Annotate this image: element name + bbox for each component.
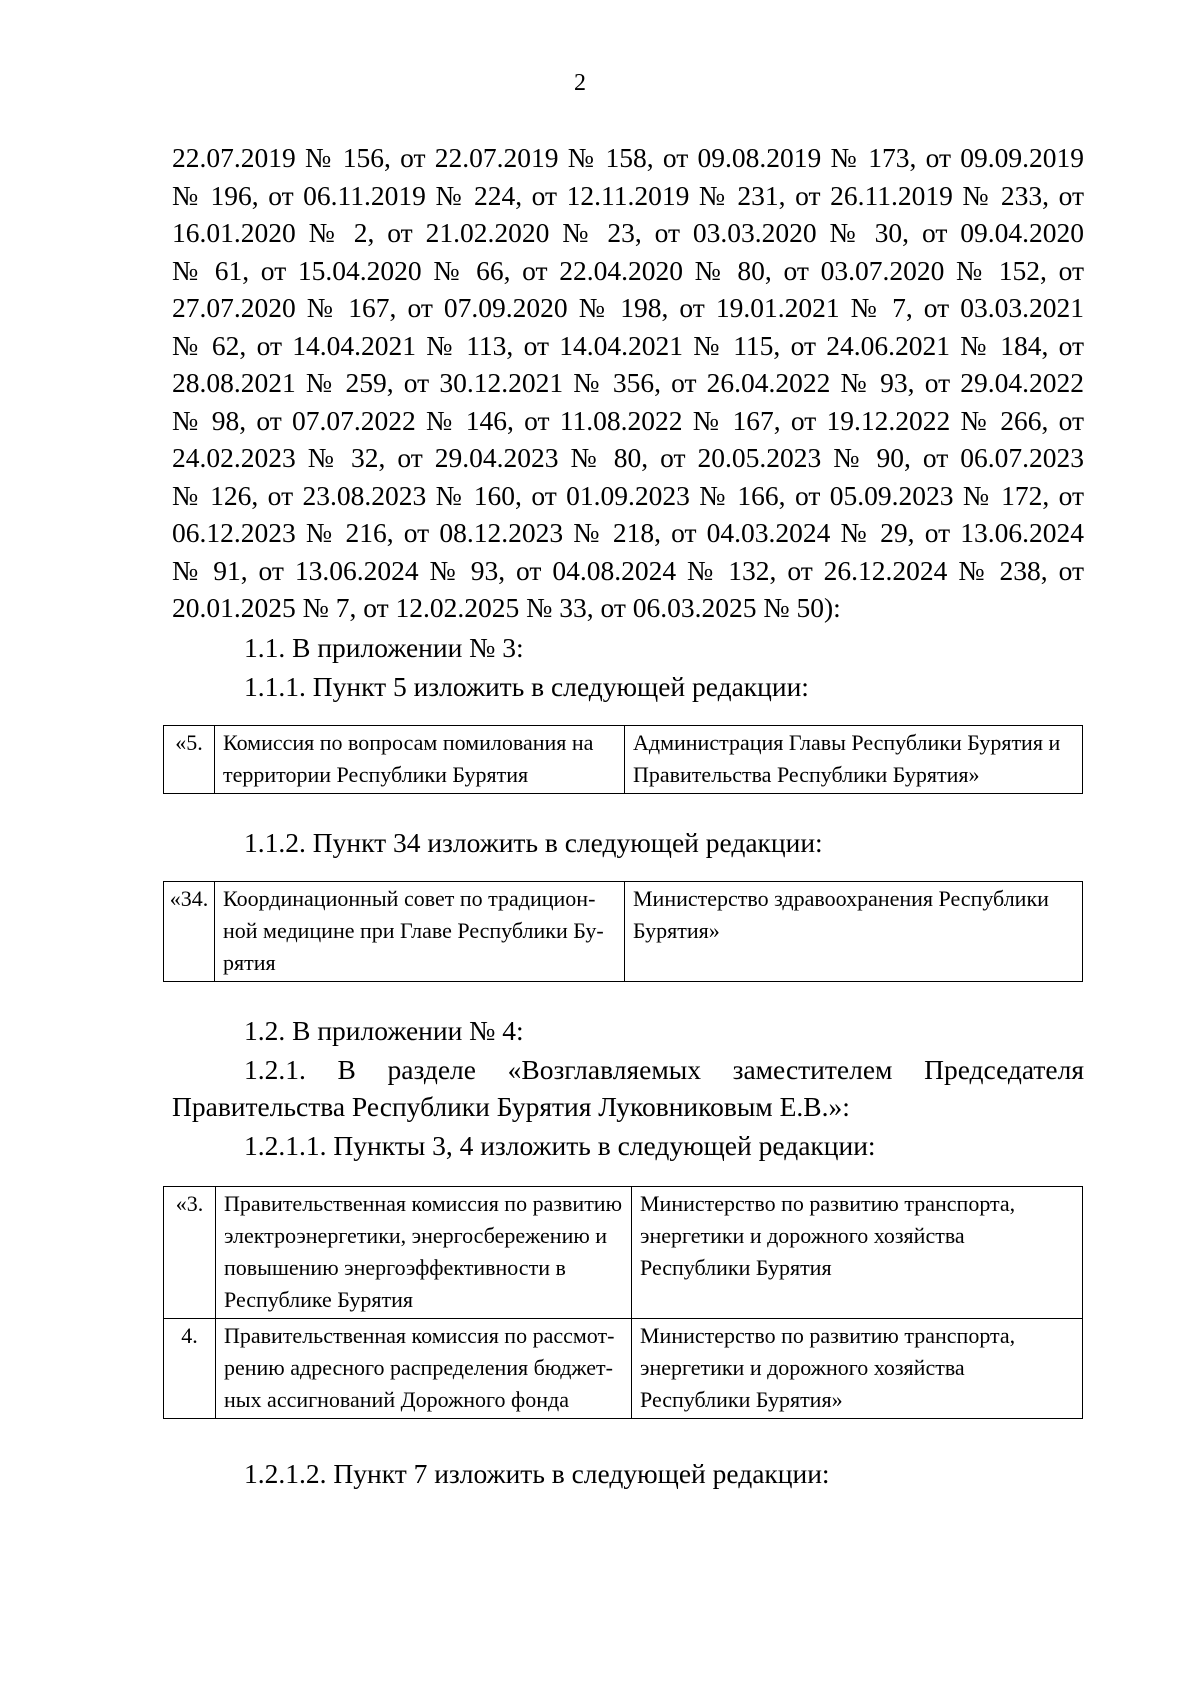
table-row bbox=[164, 881, 1083, 981]
intro-line: 24.02.2023 № 32, от 29.04.2023 № 80, от 20.05.2023 № 90, от 06.07.2023 bbox=[172, 442, 1084, 473]
table-cell-name: Координационный совет по традиционной медицине при Главе Республики Бурятия bbox=[215, 881, 625, 981]
intro-line: № 62, от 14.04.2021 № 113, от 14.04.2021 № 115, от 24.06.2021 № 184, от bbox=[172, 329, 1084, 361]
table-row bbox=[164, 725, 1083, 793]
table-row bbox=[164, 1186, 1083, 1318]
intro-line: 28.08.2021 № 259, от 30.12.2021 № 356, от 26.04.2022 № 93, от 29.04.2022 bbox=[172, 367, 1084, 398]
table-cell-name: Правительственная комиссия по рассмотрению адресного распределения бюджетных ассигнований Дорожного фонда bbox=[216, 1318, 632, 1418]
table-cell-number: «34. bbox=[164, 881, 215, 981]
page-number: 2 bbox=[574, 70, 586, 96]
table-cell-number: «3. bbox=[164, 1186, 216, 1318]
table-cell-name: Комиссия по вопросам помилования на территории Республики Бурятия bbox=[215, 725, 625, 793]
intro-line: 06.12.2023 № 216, от 08.12.2023 № 218, от 04.03.2024 № 29, от 13.06.2024 bbox=[172, 517, 1084, 548]
table-cell-organization: Администрация Главы Республики Бурятия и Правительства Республики Бурятия» bbox=[625, 725, 1083, 793]
table-cell-number: 4. bbox=[164, 1318, 216, 1418]
section-1-1-2-text: 1.1.2. Пункт 34 изложить в следующей редакции: bbox=[244, 826, 823, 858]
intro-line: № 91, от 13.06.2024 № 93, от 04.08.2024 № 132, от 26.12.2024 № 238, от bbox=[172, 554, 1084, 586]
table-cell-organization: Министерство по развитию транспорта, энергетики и дорожного хозяйства Республики Бурятия» bbox=[632, 1318, 1083, 1418]
section-1-2-heading: 1.2. В приложении № 4: bbox=[244, 1014, 524, 1046]
intro-line: 27.07.2020 № 167, от 07.09.2020 № 198, от 19.01.2021 № 7, от 03.03.2021 bbox=[172, 292, 1084, 323]
intro-line: № 196, от 06.11.2019 № 224, от 12.11.2019 № 231, от 26.11.2019 № 233, от bbox=[172, 179, 1084, 211]
intro-line: № 61, от 15.04.2020 № 66, от 22.04.2020 № 80, от 03.07.2020 № 152, от bbox=[172, 254, 1084, 286]
intro-line: № 126, от 23.08.2023 № 160, от 01.09.2023 № 166, от 05.09.2023 № 172, от bbox=[172, 479, 1084, 511]
section-1-1-1-text: 1.1.1. Пункт 5 изложить в следующей редакции: bbox=[244, 670, 809, 702]
table-cell-number: «5. bbox=[164, 725, 215, 793]
intro-paragraph bbox=[172, 139, 1084, 627]
table-item-34 bbox=[163, 881, 1083, 982]
table-item-5 bbox=[163, 725, 1083, 794]
section-1-2-1-text: 1.2.1. В разделе «Возглавляемых заместителем Председателя Правительства Республики Бурятия Луковниковым Е.В.»: bbox=[172, 1053, 1084, 1122]
intro-line: 20.01.2025 № 7, от 12.02.2025 № 33, от 06.03.2025 № 50): bbox=[172, 592, 841, 623]
table-items-3-4 bbox=[163, 1186, 1083, 1419]
intro-line: 16.01.2020 № 2, от 21.02.2020 № 23, от 03.03.2020 № 30, от 09.04.2020 bbox=[172, 217, 1084, 248]
section-1-1-heading: 1.1. В приложении № 3: bbox=[244, 631, 524, 663]
intro-line: № 98, от 07.07.2022 № 146, от 11.08.2022 № 167, от 19.12.2022 № 266, от bbox=[172, 404, 1084, 436]
section-1-2-1-1-text: 1.2.1.1. Пункты 3, 4 изложить в следующей редакции: bbox=[244, 1129, 876, 1161]
table-row bbox=[164, 1318, 1083, 1418]
table-cell-organization: Министерство по развитию транспорта, энергетики и дорожного хозяйства Республики Бурятия bbox=[632, 1186, 1083, 1318]
table-cell-name: Правительственная комиссия по развитию электроэнергетики, энергосбережению и повышению энергоэффективности в Республике Бурятия bbox=[216, 1186, 632, 1318]
intro-line: 22.07.2019 № 156, от 22.07.2019 № 158, от 09.08.2019 № 173, от 09.09.2019 bbox=[172, 142, 1084, 173]
section-1-2-1-2-text: 1.2.1.2. Пункт 7 изложить в следующей редакции: bbox=[244, 1457, 830, 1489]
table-cell-organization: Министерство здравоохранения Республики Бурятия» bbox=[625, 881, 1083, 981]
document-body bbox=[169, 139, 1084, 1492]
